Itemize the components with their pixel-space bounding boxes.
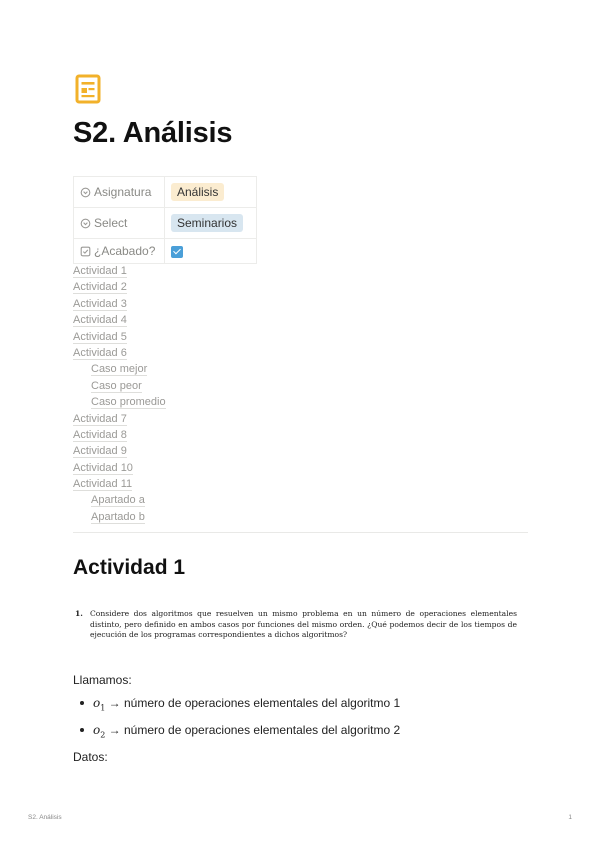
toc-link[interactable]: Actividad 8 <box>73 428 127 441</box>
intro-text: Llamamos: <box>73 673 132 687</box>
toc-item <box>73 428 166 444</box>
property-label: Asignatura <box>94 185 152 199</box>
table-of-contents <box>73 264 166 526</box>
toc-subitem <box>73 379 166 395</box>
property-key[interactable] <box>74 177 165 208</box>
property-row-acabado <box>74 239 257 264</box>
exercise-number: 1. <box>75 609 83 618</box>
toc-link[interactable]: Actividad 1 <box>73 265 127 277</box>
toc-link[interactable]: Actividad 2 <box>73 281 127 294</box>
property-key[interactable] <box>74 208 165 239</box>
toc-link[interactable]: Actividad 6 <box>73 346 127 359</box>
properties-table <box>73 176 257 264</box>
page-number: 1 <box>568 814 572 821</box>
datos-label: Datos: <box>73 750 108 764</box>
bullet-text: → número de operaciones elementales del algoritmo 1 <box>108 696 401 710</box>
toc-link[interactable]: Actividad 10 <box>73 461 133 474</box>
bullet-item <box>73 695 400 722</box>
select-icon <box>80 187 91 198</box>
toc-link[interactable]: Actividad 4 <box>73 314 127 327</box>
select-icon <box>80 218 91 229</box>
toc-item <box>73 461 166 477</box>
bullet-dot <box>80 701 84 705</box>
property-label: Select <box>94 216 128 230</box>
toc-item <box>73 297 166 313</box>
toc-item <box>73 444 166 460</box>
toc-link[interactable]: Actividad 9 <box>73 445 127 458</box>
checkbox-icon <box>80 246 91 257</box>
property-key[interactable] <box>74 239 165 264</box>
toc-item <box>73 477 166 493</box>
document-icon <box>75 74 101 104</box>
footer-title: S2. Análisis <box>28 814 62 821</box>
bullet-text: → número de operaciones elementales del algoritmo 2 <box>108 723 401 737</box>
toc-item <box>73 346 166 362</box>
exercise-text: Considere dos algoritmos que resuelven un mismo problema en un número de operaciones elementales distinto, pero definido en ambos casos por funciones del mismo orden. ¿Qué podemos decir de los tiempos de ejecución de los programas correspondientes a dichos algoritmos? <box>90 609 517 640</box>
toc-item <box>73 412 166 428</box>
toc-link[interactable]: Caso promedio <box>91 396 166 409</box>
toc-link[interactable]: Actividad 7 <box>73 412 127 425</box>
toc-link[interactable]: Apartado b <box>91 510 145 523</box>
toc-item <box>73 280 166 296</box>
property-value <box>165 239 257 264</box>
toc-subitem <box>73 510 166 526</box>
exercise-statement <box>75 609 517 641</box>
toc-link[interactable]: Actividad 3 <box>73 297 127 310</box>
tag-select: Seminarios <box>171 214 243 232</box>
bullet-list <box>73 695 400 749</box>
page-title: S2. Análisis <box>73 117 233 149</box>
toc-item <box>73 313 166 329</box>
toc-item <box>73 264 166 280</box>
math-variable: $o_2$ <box>93 723 106 740</box>
toc-link[interactable]: Caso mejor <box>91 363 148 376</box>
property-row-select <box>74 208 257 239</box>
toc-link[interactable]: Apartado a <box>91 494 145 507</box>
toc-subitem <box>73 362 166 378</box>
done-checkbox[interactable] <box>171 246 183 258</box>
property-value[interactable] <box>165 177 257 208</box>
bullet-dot <box>80 728 84 732</box>
property-row-asignatura <box>74 177 257 208</box>
property-value[interactable] <box>165 208 257 239</box>
divider <box>73 532 528 533</box>
toc-link[interactable]: Actividad 5 <box>73 330 127 343</box>
toc-subitem <box>73 395 166 411</box>
math-variable: $o_1$ <box>93 696 106 713</box>
toc-link[interactable]: Actividad 11 <box>73 478 133 491</box>
tag-asignatura: Análisis <box>171 183 224 201</box>
section-heading: Actividad 1 <box>73 556 186 579</box>
toc-subitem <box>73 493 166 509</box>
property-label: ¿Acabado? <box>94 244 156 258</box>
bullet-item <box>73 722 400 749</box>
toc-item <box>73 330 166 346</box>
toc-link[interactable]: Caso peor <box>91 379 142 392</box>
